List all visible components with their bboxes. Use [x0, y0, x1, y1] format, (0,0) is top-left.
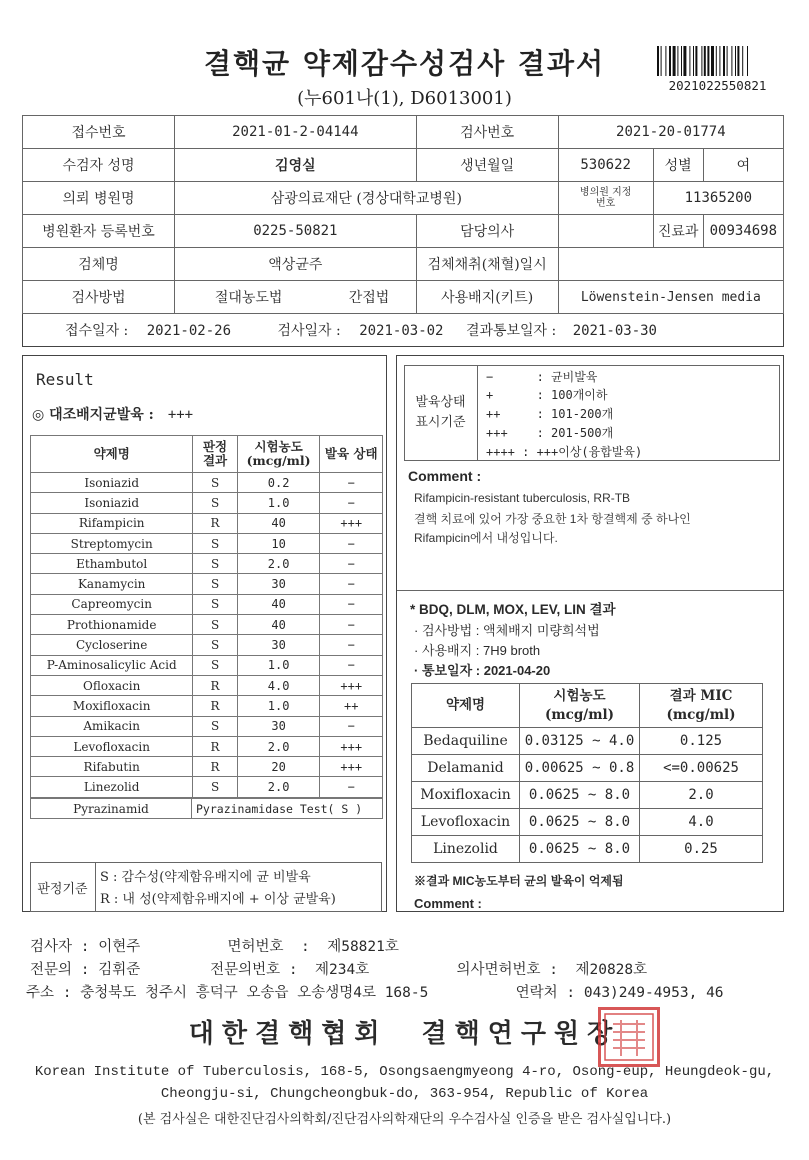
footer-address: 주소 : 충청북도 청주시 흥덕구 오송읍 오송생명4로 168-5 연락처 : 043)249-4953, 46: [26, 985, 724, 1001]
drug-growth: −: [320, 574, 383, 594]
growth-legend-line: ++++ : +++이상(융합발육): [486, 445, 643, 459]
drug-growth: −: [320, 615, 383, 635]
dept-value: 00934698: [703, 215, 783, 248]
drug-growth: −: [320, 594, 383, 614]
hospital-code-label-text: 병의원 지정번호: [579, 187, 632, 209]
drug-conc: 40: [237, 513, 320, 533]
mic-table-body: [412, 728, 763, 863]
drug-result: R: [193, 757, 237, 777]
drug-result: S: [193, 594, 237, 614]
growth-legend-line: +++ : 201-500개: [486, 426, 614, 440]
comment-line: 결핵 치료에 있어 가장 중요한 1차 항결핵제 중 하나인: [414, 512, 691, 526]
mic-comment: Comment :: [414, 896, 482, 911]
growth-legend-label: [404, 365, 478, 461]
drug-result: R: [193, 513, 237, 533]
drug-result: S: [193, 473, 237, 493]
barcode-bar: [669, 46, 671, 76]
test-date-value: 2021-03-02: [359, 323, 444, 339]
drug-conc: 10: [237, 533, 320, 553]
barcode-bar: [701, 46, 702, 76]
hospital-code-label: [558, 182, 653, 215]
pyrazinamide-value: Pyrazinamidase Test( S ): [192, 799, 383, 819]
dept-label: 진료과: [653, 215, 703, 248]
drug-row: [31, 473, 383, 493]
drug-conc: 2.0: [237, 736, 320, 756]
drug-conc: 40: [237, 594, 320, 614]
footer-english-2: Cheongju-si, Chungcheongbuk-do, 363-954, Republic of Korea: [160, 1086, 649, 1102]
mic-drug: Moxifloxacin: [412, 782, 520, 809]
drug-growth: −: [320, 716, 383, 736]
mic-table: [411, 683, 763, 863]
drug-conc: 20: [237, 757, 320, 777]
pyrazinamide-row: [30, 798, 383, 819]
method-label: 검사방법: [23, 281, 175, 314]
control-growth-value: +++: [167, 407, 194, 423]
mic-value: 0.25: [640, 836, 763, 863]
drug-result: R: [193, 696, 237, 716]
col-result: 판정 결과: [193, 436, 237, 473]
mic-drug: Delamanid: [412, 755, 520, 782]
notify-date-label: 결과통보일자 :: [465, 323, 557, 339]
bdq-medium: · 사용배지 : 7H9 broth: [414, 643, 541, 658]
drug-name: Ethambutol: [31, 554, 193, 574]
drug-name: Rifampicin: [31, 513, 193, 533]
drug-result: S: [193, 615, 237, 635]
drug-conc: 2.0: [237, 777, 320, 797]
control-growth: [32, 404, 193, 424]
drug-name: Cycloserine: [31, 635, 193, 655]
drug-growth: +++: [320, 513, 383, 533]
dates-row: [23, 314, 784, 347]
mic-value: 0.125: [640, 728, 763, 755]
drug-growth: −: [320, 777, 383, 797]
document-title: 결핵균 약제감수성검사 결과서: [203, 47, 606, 80]
drug-row: [31, 635, 383, 655]
drug-name: Prothionamide: [31, 615, 193, 635]
drug-conc: 1.0: [237, 696, 320, 716]
barcode-bar: [704, 46, 706, 76]
barcode-bar: [731, 46, 732, 76]
drug-row: [31, 655, 383, 675]
birth-label: 생년월일: [416, 149, 558, 182]
barcode-bar: [711, 46, 714, 76]
col-growth: 발육 상태: [320, 436, 383, 473]
patient-name-value: 김영실: [175, 149, 417, 182]
criteria-label: 판정기준: [30, 862, 96, 912]
drug-growth: +++: [320, 736, 383, 756]
barcode-bar: [689, 46, 690, 76]
seal-pattern-icon: [601, 1010, 657, 1064]
bdq-method: · 검사방법 : 액체배지 미량희석법: [414, 623, 600, 638]
bdq-notify-date: · 통보일자 : 2021-04-20: [414, 663, 551, 678]
drug-conc: 1.0: [237, 493, 320, 513]
drug-row: [31, 777, 383, 797]
mic-range: 0.0625 ~ 8.0: [520, 836, 640, 863]
drug-name: Isoniazid: [31, 493, 193, 513]
growth-legend-line: − : 균비발육: [486, 370, 598, 384]
mic-note: ※결과 MIC농도부터 균의 발육이 억제됨: [414, 874, 624, 888]
footer-english-1: Korean Institute of Tuberculosis, 168-5, Osongsaengmyeong 4-ro, Osong-eup, Heungdeok-gu,: [34, 1064, 775, 1080]
drug-growth: −: [320, 655, 383, 675]
drug-row: [31, 757, 383, 777]
mic-drug: Bedaquiline: [412, 728, 520, 755]
test-no-label: 검사번호: [416, 116, 558, 149]
collection-value: [558, 248, 783, 281]
birth-value: 530622: [558, 149, 653, 182]
drug-growth: −: [320, 635, 383, 655]
hospital-code-value: 11365200: [653, 182, 783, 215]
criteria-s: S : 감수성(약제함유배지에 균 비발육: [100, 870, 311, 885]
drug-growth: −: [320, 554, 383, 574]
notify-date-value: 2021-03-30: [572, 323, 657, 339]
result-label: Result: [36, 370, 94, 389]
official-seal-icon: [598, 1007, 660, 1067]
drug-result: S: [193, 635, 237, 655]
comment-line: Rifampicin-resistant tuberculosis, RR-TB: [414, 491, 631, 505]
col-conc: 시험농도 (mcg/ml): [237, 436, 320, 473]
collection-label: 검체채취(채혈)일시: [416, 248, 558, 281]
mic-value: 2.0: [640, 782, 763, 809]
mic-value: <=0.00625: [640, 755, 763, 782]
mic-drug: Linezolid: [412, 836, 520, 863]
mic-row: [412, 809, 763, 836]
growth-legend-line: ++ : 101-200개: [486, 407, 614, 421]
drug-name: Streptomycin: [31, 533, 193, 553]
barcode-bar: [723, 46, 725, 76]
patient-reg-value: 0225-50821: [175, 215, 417, 248]
drug-conc: 2.0: [237, 554, 320, 574]
pyrazinamide-drug: Pyrazinamid: [31, 799, 192, 819]
hospital-label: 의뢰 병원명: [23, 182, 175, 215]
barcode-bar: [695, 46, 697, 76]
drug-name: P-Aminosalicylic Acid: [31, 655, 193, 675]
drug-row: [31, 615, 383, 635]
col-drug: 약제명: [31, 436, 193, 473]
bdq-title: * BDQ, DLM, MOX, LEV, LIN 결과: [410, 602, 616, 617]
drug-result: S: [193, 655, 237, 675]
drug-conc: 0.2: [237, 473, 320, 493]
mic-range: 0.0625 ~ 8.0: [520, 809, 640, 836]
organization-name: 대한결핵협회 결핵연구원장: [188, 1019, 621, 1049]
drug-growth: +++: [320, 675, 383, 695]
drug-conc: 30: [237, 635, 320, 655]
mic-drug: Levofloxacin: [412, 809, 520, 836]
barcode-bar: [727, 46, 728, 76]
drug-row: [31, 675, 383, 695]
drug-name: Capreomycin: [31, 594, 193, 614]
growth-legend-label-1: 발육상태: [415, 395, 466, 410]
drug-conc: 30: [237, 574, 320, 594]
method-1-value: 절대농도법: [175, 281, 323, 314]
hospital-value: 삼광의료재단 (경상대학교병원): [175, 182, 559, 215]
mic-range: 0.0625 ~ 8.0: [520, 782, 640, 809]
drug-result: S: [193, 493, 237, 513]
drug-result: R: [193, 675, 237, 695]
drug-name: Rifabutin: [31, 757, 193, 777]
test-no-value: 2021-20-01774: [558, 116, 783, 149]
mic-col-range: 시험농도 (mcg/ml): [520, 684, 640, 728]
mic-range: 0.03125 ~ 4.0: [520, 728, 640, 755]
barcode-bar: [737, 46, 739, 76]
receipt-date-label: 접수일자 :: [65, 323, 129, 339]
comment-line: Rifampicin에서 내성입니다.: [414, 531, 558, 545]
drug-growth: −: [320, 493, 383, 513]
drug-conc: 30: [237, 716, 320, 736]
drug-growth: −: [320, 533, 383, 553]
barcode-bar: [693, 46, 694, 76]
doctor-label: 담당의사: [416, 215, 558, 248]
drug-name: Amikacin: [31, 716, 193, 736]
barcode-bar: [716, 46, 717, 76]
drug-row: [31, 594, 383, 614]
drug-row: [31, 493, 383, 513]
control-growth-label: ◎ 대조배지균발육 :: [32, 407, 154, 423]
drug-name: Isoniazid: [31, 473, 193, 493]
drug-result: S: [193, 554, 237, 574]
mic-row: [412, 782, 763, 809]
barcode-bar: [747, 46, 748, 76]
drug-conc: 1.0: [237, 655, 320, 675]
barcode-icon: [657, 46, 777, 76]
patient-name-label: 수검자 성명: [23, 149, 175, 182]
drug-row: [31, 533, 383, 553]
growth-legend-label-2: 표시기준: [415, 415, 466, 430]
comment-title: Comment :: [408, 468, 482, 484]
receipt-no-value: 2021-01-2-04144: [175, 116, 417, 149]
specimen-label: 검체명: [23, 248, 175, 281]
barcode-bar: [677, 46, 678, 76]
receipt-no-label: 접수번호: [23, 116, 175, 149]
medium-value: Löwenstein-Jensen media: [558, 281, 783, 314]
footer-specialist: 전문의 : 김휘준 전문의번호 : 제234호 의사면허번호 : 제20828호: [30, 962, 648, 978]
drug-growth: +++: [320, 757, 383, 777]
sex-label: 성별: [653, 149, 703, 182]
drug-row: [31, 574, 383, 594]
drug-result: S: [193, 777, 237, 797]
drug-name: Levofloxacin: [31, 736, 193, 756]
criteria-r: R : 내 성(약제함유배지에 + 이상 균발육): [100, 892, 336, 907]
drug-growth: ++: [320, 696, 383, 716]
specimen-value: 액상균주: [175, 248, 417, 281]
drug-result: S: [193, 574, 237, 594]
drug-result: R: [193, 736, 237, 756]
drug-name: Linezolid: [31, 777, 193, 797]
barcode-bar: [719, 46, 720, 76]
document-subtitle: (누601나(1), D6013001): [297, 88, 512, 109]
barcode-bar: [742, 46, 743, 76]
mic-range: 0.00625 ~ 0.8: [520, 755, 640, 782]
drug-result: S: [193, 533, 237, 553]
medium-label: 사용배지(키트): [416, 281, 558, 314]
drug-row: [31, 696, 383, 716]
doctor-value: [558, 215, 653, 248]
drug-name: Ofloxacin: [31, 675, 193, 695]
footer-tester: 검사자 : 이현주 면허번호 : 제58821호: [30, 939, 399, 955]
barcode-bar: [735, 46, 736, 76]
patient-reg-label: 병원환자 등록번호: [23, 215, 175, 248]
drug-susceptibility-table: [30, 435, 383, 798]
barcode-bar: [661, 46, 662, 76]
drug-growth: −: [320, 473, 383, 493]
sex-value: 여: [703, 149, 783, 182]
barcode-bar: [673, 46, 676, 76]
drug-table-body: [31, 473, 383, 798]
growth-legend-line: + : 100개이하: [486, 388, 608, 402]
barcode-bar: [707, 46, 709, 76]
drug-row: [31, 513, 383, 533]
drug-row: [31, 716, 383, 736]
drug-conc: 40: [237, 615, 320, 635]
panel-divider: [397, 590, 783, 591]
receipt-date-value: 2021-02-26: [146, 323, 232, 339]
mic-value: 4.0: [640, 809, 763, 836]
barcode-bar: [665, 46, 666, 76]
barcode-bar: [681, 46, 682, 76]
barcode-number: 2021022550821: [668, 78, 767, 93]
drug-name: Moxifloxacin: [31, 696, 193, 716]
drug-result: S: [193, 716, 237, 736]
barcode-bar: [657, 46, 659, 76]
drug-row: [31, 554, 383, 574]
drug-row: [31, 736, 383, 756]
mic-row: [412, 755, 763, 782]
drug-name: Kanamycin: [31, 574, 193, 594]
barcode-bar: [683, 46, 686, 76]
mic-row: [412, 728, 763, 755]
method-2-value: 간접법: [322, 281, 416, 314]
patient-info-table: [22, 115, 784, 347]
certification-note: (본 검사실은 대한진단검사의학회/진단검사의학재단의 우수검사실 인증을 받은 검사실입니다.): [137, 1112, 672, 1127]
mic-col-drug: 약제명: [412, 684, 520, 728]
drug-conc: 4.0: [237, 675, 320, 695]
mic-col-mic: 결과 MIC (mcg/ml): [640, 684, 763, 728]
test-date-label: 검사일자 :: [277, 323, 341, 339]
mic-row: [412, 836, 763, 863]
